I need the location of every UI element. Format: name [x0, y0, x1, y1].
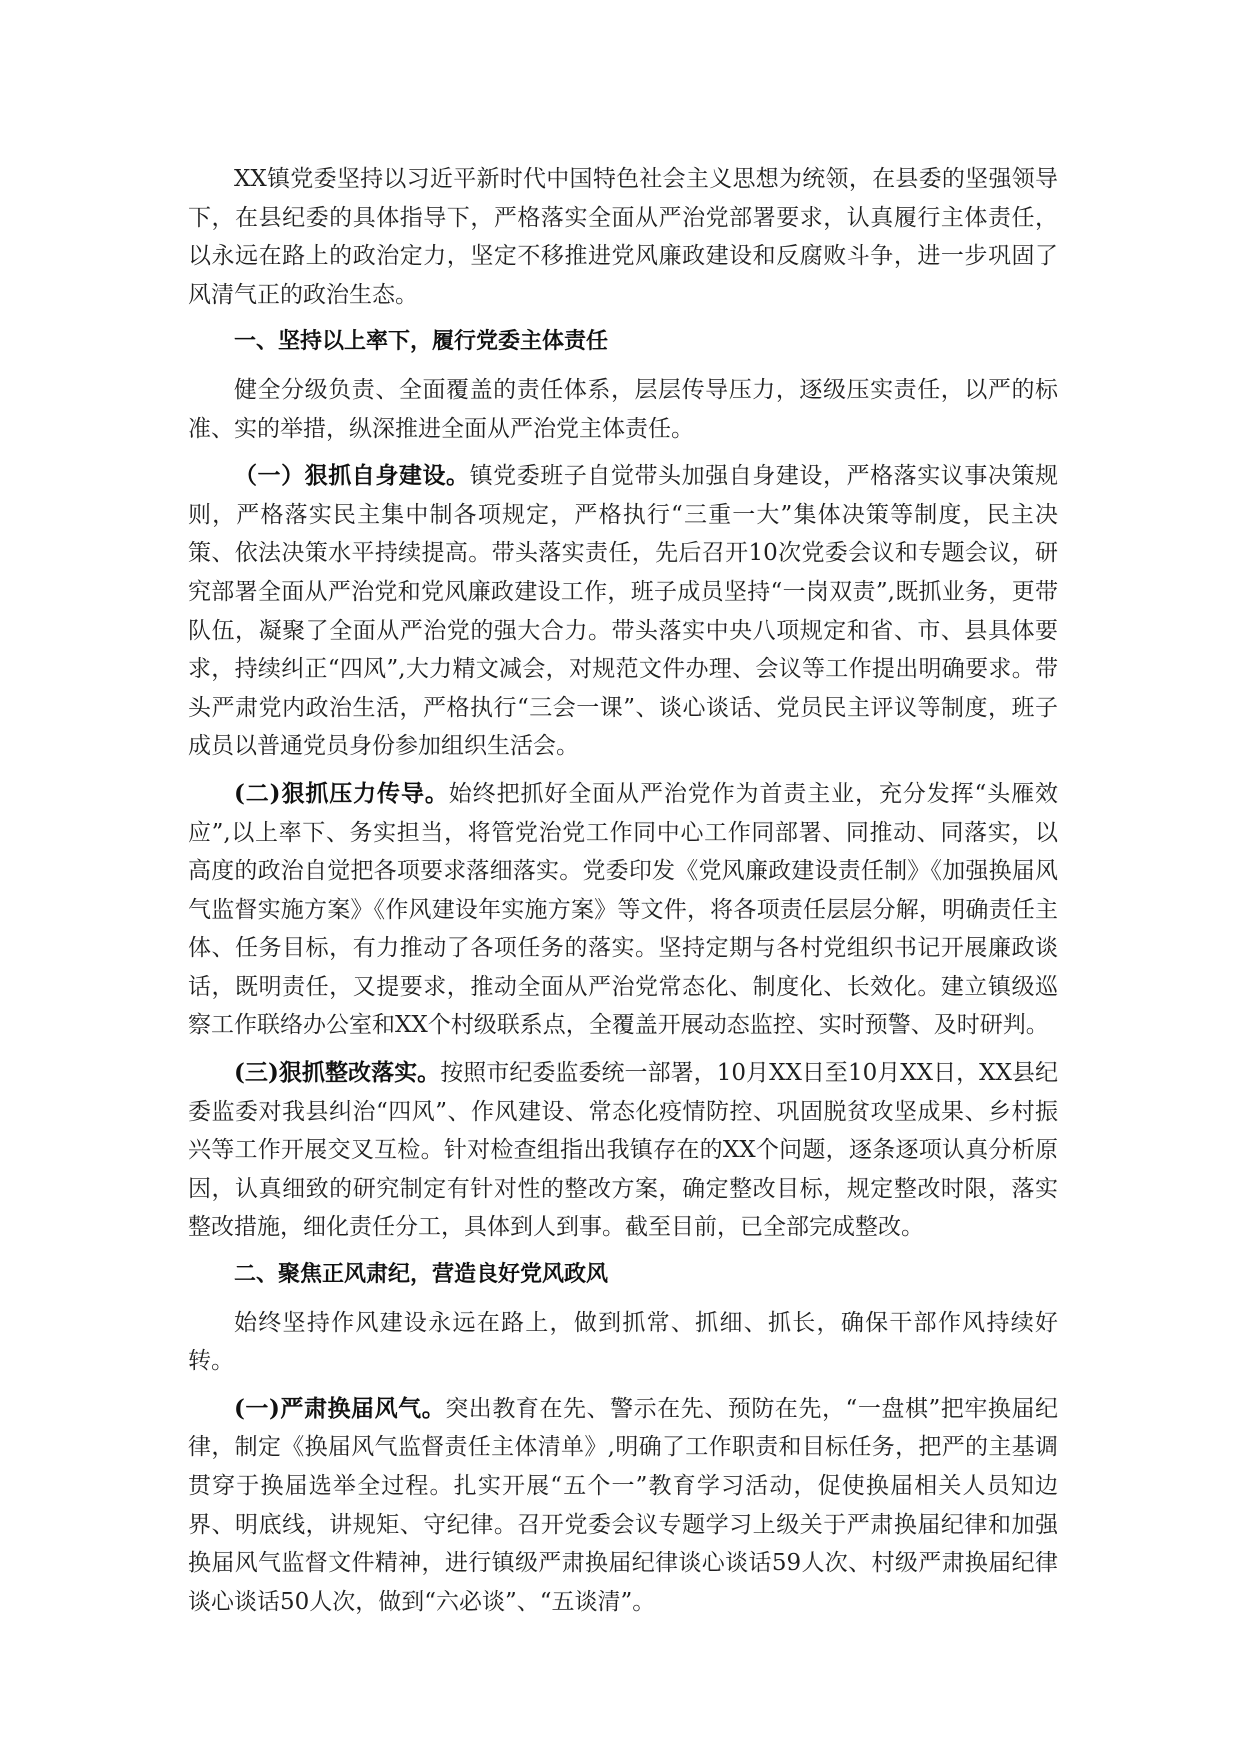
- section-1-item-1: [188, 457, 1058, 766]
- intro-paragraph: XX镇党委坚持以习近平新时代中国特色社会主义思想为统领，在县委的坚强领导下，在县纪委的具体指导下，严格落实全面从严治党部署要求，认真履行主体责任，以永远在路上的政治定力，坚定不移推进党风廉政建设和反腐败斗争，进一步巩固了风清气正的政治生态。: [188, 166, 1058, 308]
- section-1-item-1-lead: （一）狠抓自身建设。: [234, 462, 470, 490]
- section-1-item-3: [188, 1054, 1058, 1247]
- section-2-item-1-text: 突出教育在先、警示在先、预防在先，“一盘棋”把牢换届纪律，制定《换届风气监督责任主体清单》,明确了工作职责和目标任务，把严的主基调贯穿于换届选举全过程。扎实开展“五个一”教育学习活动，促使换届相关人员知边界、明底线，讲规矩、守纪律。召开党委会议专题学习上级关于严肃换届纪律和加强换届风气监督文件精神，进行镇级严肃换届纪律谈心谈话59人次、村级严肃换届纪律谈心谈话50人次，做到“六必谈”、“五谈清”。: [188, 1395, 1058, 1615]
- section-1-item-3-lead: (三)狠抓整改落实。: [234, 1059, 441, 1087]
- section-2-intro: 始终坚持作风建设永远在路上，做到抓常、抓细、抓长，确保干部作风持续好转。: [188, 1309, 1058, 1375]
- section-1-item-2-lead: (二)狠抓压力传导。: [234, 779, 449, 807]
- section-2-item-1-lead: (一)严肃换届风气。: [234, 1394, 446, 1422]
- section-2-heading: 二、聚焦正风肃纪，营造良好党风政风: [234, 1262, 609, 1288]
- section-1-item-1-text: 镇党委班子自觉带头加强自身建设，严格落实议事决策规则，严格落实民主集中制各项规定，严格执行“三重一大”集体决策等制度，民主决策、依法决策水平持续提高。带头落实责任，先后召开10次党委会议和专题会议，研究部署全面从严治党和党风廉政建设工作，班子成员坚持“一岗双责”,既抓业务，更带队伍，凝聚了全面从严治党的强大合力。带头落实中央八项规定和省、市、县具体要求，持续纠正“四风”,大力精文减会，对规范文件办理、会议等工作提出明确要求。带头严肃党内政治生活，严格执行“三会一课”、谈心谈话、党员民主评议等制度，班子成员以普通党员身份参加组织生活会。: [188, 463, 1059, 760]
- section-1-intro: 健全分级负责、全面覆盖的责任体系，层层传导压力，逐级压实责任，以严的标准、实的举措，纵深推进全面从严治党主体责任。: [188, 376, 1058, 442]
- document-body: [188, 160, 1058, 1630]
- section-1-heading: 一、坚持以上率下，履行党委主体责任: [234, 329, 609, 355]
- section-1-item-3-text: 按照市纪委监委统一部署，10月XX日至10月XX日，XX县纪委监委对我县纠治“四风”、作风建设、常态化疫情防控、巩固脱贫攻坚成果、乡村振兴等工作开展交叉互检。针对检查组指出我镇存在的XX个问题，逐条逐项认真分析原因，认真细致的研究制定有针对性的整改方案，确定整改目标，规定整改时限，落实整改措施，细化责任分工，具体到人到事。截至目前，已全部完成整改。: [188, 1060, 1059, 1241]
- section-1-item-2: [188, 775, 1058, 1045]
- section-2-item-1: [188, 1390, 1058, 1622]
- section-1-item-2-text: 始终把抓好全面从严治党作为首责主业，充分发挥“头雁效应”,以上率下、务实担当，将管党治党工作同中心工作同部署、同推动、同落实，以高度的政治自觉把各项要求落细落实。党委印发《党风廉政建设责任制》《加强换届风气监督实施方案》《作风建设年实施方案》等文件，将各项责任层层分解，明确责任主体、任务目标，有力推动了各项任务的落实。坚持定期与各村党组织书记开展廉政谈话，既明责任，又提要求，推动全面从严治党常态化、制度化、长效化。建立镇级巡察工作联络办公室和XX个村级联系点，全覆盖开展动态监控、实时预警、及时研判。: [188, 780, 1059, 1039]
